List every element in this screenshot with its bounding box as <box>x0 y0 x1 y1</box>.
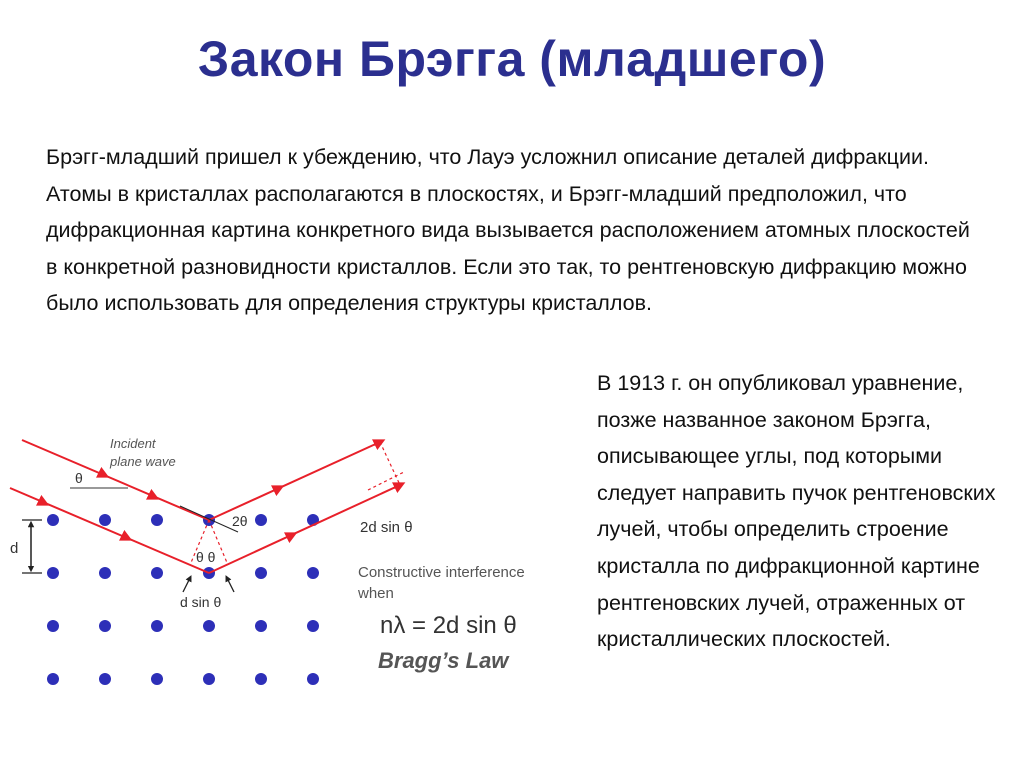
bragg-equation: nλ = 2d sin θ <box>380 612 517 639</box>
constructive-label-line1: Constructive interference <box>358 564 525 581</box>
intro-paragraph: Брэгг-младший пришел к убеждению, что Лауэ усложнил описание деталей дифракции. Атомы в кристаллах располагаются в плоскостях, и Брэгг-младший предположил, что дифракционная картина конкретного вида вызывается расположением атомных плоскостей в конкретной разновидности кристаллов. Если это так, то рентгеновскую дифракцию можно было использовать для определения структуры кристаллов. <box>46 145 970 316</box>
theta-label-incident: θ <box>75 470 83 486</box>
bragg-diagram <box>0 420 580 710</box>
incident-label-line2: plane wave <box>110 454 176 469</box>
d-spacing-marker <box>22 520 42 573</box>
d-sin-theta-label: d sin θ <box>180 594 222 610</box>
theta-pair-label: θ θ <box>196 549 216 565</box>
incident-label-line1: Incident <box>110 436 156 451</box>
constructive-label-line2: when <box>358 585 394 602</box>
two-theta-label: 2θ <box>232 513 248 529</box>
path-difference-guides <box>190 442 404 565</box>
two-d-sin-theta-label: 2d sin θ <box>360 519 413 536</box>
side-paragraph: В 1913 г. он опубликовал уравнение, позже названное законом Брэгга, описывающее углы, под которыми следует направить пучок рентгеновских лучей, чтобы определить строение кристалла по дифракционной картине рентгеновских лучей, отраженных от кристаллических плоскостей. <box>597 371 996 652</box>
d-sin-theta-arrows <box>183 578 234 592</box>
bragg-law-name: Bragg’s Law <box>378 648 509 673</box>
d-label: d <box>10 540 19 557</box>
slide-title: Закон Брэгга (младшего) <box>197 31 827 87</box>
